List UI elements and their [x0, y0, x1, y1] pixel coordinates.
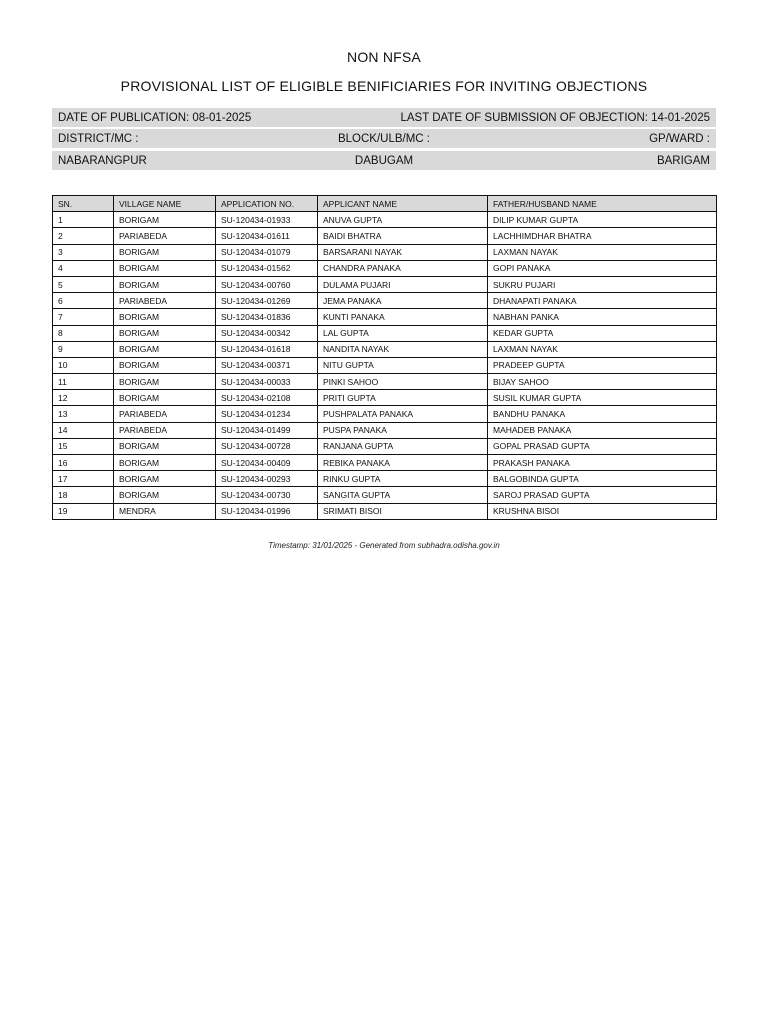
- cell-applicant-name: SRIMATI BISOI: [318, 503, 488, 519]
- cell-applicant-name: NANDITA NAYAK: [318, 341, 488, 357]
- table-row: [53, 309, 717, 325]
- cell-sn: 5: [53, 276, 114, 292]
- table-row: [53, 406, 717, 422]
- cell-applicant-name: NITU GUPTA: [318, 357, 488, 373]
- block-label: BLOCK/ULB/MC :: [337, 132, 431, 145]
- cell-applicant-name: LAL GUPTA: [318, 325, 488, 341]
- cell-sn: 4: [53, 260, 114, 276]
- cell-village-name: BORIGAM: [114, 374, 216, 390]
- cell-village-name: BORIGAM: [114, 212, 216, 228]
- cell-village-name: PARIABEDA: [114, 228, 216, 244]
- cell-application-no: SU-120434-00728: [216, 438, 318, 454]
- header-father-husband-name: FATHER/HUSBAND NAME: [488, 196, 717, 212]
- cell-father-husband-name: LAXMAN NAYAK: [488, 341, 717, 357]
- table-row: [53, 422, 717, 438]
- cell-father-husband-name: DILIP KUMAR GUPTA: [488, 212, 717, 228]
- cell-sn: 12: [53, 390, 114, 406]
- table-row: [53, 325, 717, 341]
- table-row: [53, 276, 717, 292]
- cell-application-no: SU-120434-01562: [216, 260, 318, 276]
- cell-application-no: SU-120434-01269: [216, 293, 318, 309]
- cell-applicant-name: REBIKA PANAKA: [318, 455, 488, 471]
- objection-last-date: LAST DATE OF SUBMISSION OF OBJECTION: 14-01-2025: [400, 111, 710, 124]
- location-labels-row: [52, 129, 716, 148]
- cell-father-husband-name: MAHADEB PANAKA: [488, 422, 717, 438]
- cell-village-name: BORIGAM: [114, 357, 216, 373]
- publication-info-row: [52, 108, 716, 127]
- table-row: [53, 357, 717, 373]
- header-application-no: APPLICATION NO.: [216, 196, 318, 212]
- header-village-name: VILLAGE NAME: [114, 196, 216, 212]
- cell-sn: 16: [53, 455, 114, 471]
- cell-village-name: BORIGAM: [114, 438, 216, 454]
- cell-father-husband-name: GOPAL PRASAD GUPTA: [488, 438, 717, 454]
- table-row: [53, 212, 717, 228]
- header-sn: SN.: [53, 196, 114, 212]
- district-value: NABARANGPUR: [58, 154, 147, 167]
- cell-sn: 1: [53, 212, 114, 228]
- cell-father-husband-name: NABHAN PANKA: [488, 309, 717, 325]
- cell-sn: 2: [53, 228, 114, 244]
- cell-sn: 15: [53, 438, 114, 454]
- cell-application-no: SU-120434-01611: [216, 228, 318, 244]
- cell-sn: 10: [53, 357, 114, 373]
- cell-application-no: SU-120434-01499: [216, 422, 318, 438]
- cell-village-name: PARIABEDA: [114, 293, 216, 309]
- timestamp-footer: Timestamp: 31/01/2025 - Generated from subhadra.odisha.gov.in: [268, 541, 500, 550]
- cell-applicant-name: RANJANA GUPTA: [318, 438, 488, 454]
- cell-father-husband-name: GOPI PANAKA: [488, 260, 717, 276]
- cell-father-husband-name: BANDHU PANAKA: [488, 406, 717, 422]
- cell-father-husband-name: LAXMAN NAYAK: [488, 244, 717, 260]
- cell-father-husband-name: KRUSHNA BISOI: [488, 503, 717, 519]
- cell-application-no: SU-120434-00293: [216, 471, 318, 487]
- cell-applicant-name: PUSHPALATA PANAKA: [318, 406, 488, 422]
- table-row: [53, 487, 717, 503]
- cell-application-no: SU-120434-02108: [216, 390, 318, 406]
- cell-village-name: BORIGAM: [114, 487, 216, 503]
- cell-sn: 3: [53, 244, 114, 260]
- table-row: [53, 471, 717, 487]
- cell-application-no: SU-120434-00730: [216, 487, 318, 503]
- table-row: [53, 244, 717, 260]
- table-row: [53, 293, 717, 309]
- cell-applicant-name: BARSARANI NAYAK: [318, 244, 488, 260]
- cell-sn: 6: [53, 293, 114, 309]
- cell-application-no: SU-120434-00342: [216, 325, 318, 341]
- cell-applicant-name: CHANDRA PANAKA: [318, 260, 488, 276]
- table-row: [53, 438, 717, 454]
- cell-applicant-name: KUNTI PANAKA: [318, 309, 488, 325]
- cell-father-husband-name: BIJAY SAHOO: [488, 374, 717, 390]
- cell-sn: 7: [53, 309, 114, 325]
- cell-application-no: SU-120434-01996: [216, 503, 318, 519]
- cell-father-husband-name: PRADEEP GUPTA: [488, 357, 717, 373]
- cell-father-husband-name: PRAKASH PANAKA: [488, 455, 717, 471]
- cell-applicant-name: SANGITA GUPTA: [318, 487, 488, 503]
- cell-application-no: SU-120434-01836: [216, 309, 318, 325]
- cell-applicant-name: JEMA PANAKA: [318, 293, 488, 309]
- cell-village-name: BORIGAM: [114, 390, 216, 406]
- cell-village-name: BORIGAM: [114, 341, 216, 357]
- cell-village-name: MENDRA: [114, 503, 216, 519]
- document-subtitle: PROVISIONAL LIST OF ELIGIBLE BENIFICIARIES FOR INVITING OBJECTIONS: [120, 78, 648, 94]
- cell-applicant-name: PINKI SAHOO: [318, 374, 488, 390]
- cell-application-no: SU-120434-00371: [216, 357, 318, 373]
- cell-village-name: BORIGAM: [114, 309, 216, 325]
- gp-value: BARIGAM: [656, 154, 710, 167]
- cell-sn: 17: [53, 471, 114, 487]
- location-values-row: [52, 151, 716, 170]
- cell-village-name: BORIGAM: [114, 471, 216, 487]
- table-row: [53, 260, 717, 276]
- cell-father-husband-name: LACHHIMDHAR BHATRA: [488, 228, 717, 244]
- beneficiary-table: [52, 195, 717, 520]
- gp-label: GP/WARD :: [649, 132, 710, 145]
- cell-application-no: SU-120434-00760: [216, 276, 318, 292]
- table-body: [53, 212, 717, 520]
- cell-sn: 19: [53, 503, 114, 519]
- table-row: [53, 374, 717, 390]
- cell-application-no: SU-120434-01618: [216, 341, 318, 357]
- cell-applicant-name: RINKU GUPTA: [318, 471, 488, 487]
- cell-father-husband-name: KEDAR GUPTA: [488, 325, 717, 341]
- publication-date: DATE OF PUBLICATION: 08-01-2025: [58, 111, 252, 124]
- cell-village-name: BORIGAM: [114, 325, 216, 341]
- cell-applicant-name: ANUVA GUPTA: [318, 212, 488, 228]
- cell-village-name: BORIGAM: [114, 260, 216, 276]
- cell-father-husband-name: DHANAPATI PANAKA: [488, 293, 717, 309]
- cell-applicant-name: PRITI GUPTA: [318, 390, 488, 406]
- cell-village-name: BORIGAM: [114, 276, 216, 292]
- cell-applicant-name: BAIDI BHATRA: [318, 228, 488, 244]
- cell-application-no: SU-120434-01234: [216, 406, 318, 422]
- cell-village-name: PARIABEDA: [114, 422, 216, 438]
- cell-applicant-name: DULAMA PUJARI: [318, 276, 488, 292]
- table-row: [53, 503, 717, 519]
- cell-application-no: SU-120434-00033: [216, 374, 318, 390]
- table-row: [53, 341, 717, 357]
- cell-sn: 9: [53, 341, 114, 357]
- cell-sn: 18: [53, 487, 114, 503]
- cell-village-name: BORIGAM: [114, 244, 216, 260]
- document-title: NON NFSA: [347, 49, 421, 65]
- header-applicant-name: APPLICANT NAME: [318, 196, 488, 212]
- cell-sn: 8: [53, 325, 114, 341]
- cell-father-husband-name: SAROJ PRASAD GUPTA: [488, 487, 717, 503]
- cell-application-no: SU-120434-01933: [216, 212, 318, 228]
- cell-father-husband-name: SUKRU PUJARI: [488, 276, 717, 292]
- block-value: DABUGAM: [354, 154, 414, 167]
- cell-applicant-name: PUSPA PANAKA: [318, 422, 488, 438]
- cell-sn: 11: [53, 374, 114, 390]
- cell-sn: 14: [53, 422, 114, 438]
- cell-application-no: SU-120434-00409: [216, 455, 318, 471]
- district-label: DISTRICT/MC :: [58, 132, 139, 145]
- cell-father-husband-name: SUSIL KUMAR GUPTA: [488, 390, 717, 406]
- cell-father-husband-name: BALGOBINDA GUPTA: [488, 471, 717, 487]
- cell-sn: 13: [53, 406, 114, 422]
- cell-application-no: SU-120434-01079: [216, 244, 318, 260]
- table-row: [53, 390, 717, 406]
- table-row: [53, 228, 717, 244]
- cell-village-name: BORIGAM: [114, 455, 216, 471]
- cell-village-name: PARIABEDA: [114, 406, 216, 422]
- table-row: [53, 455, 717, 471]
- table-header-row: [53, 196, 717, 212]
